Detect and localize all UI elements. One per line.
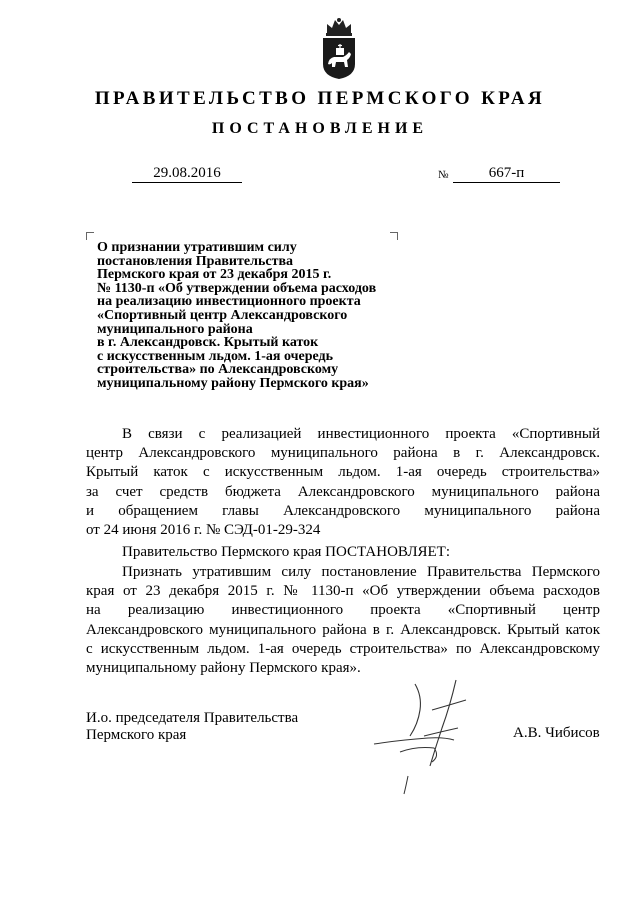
signer-position-line: И.о. председателя Правительства xyxy=(86,710,299,726)
subject-line: в г. Александровск. Крытый каток xyxy=(97,335,319,351)
paragraph-line: Правительство Пермского края ПОСТАНОВЛЯЕТ: xyxy=(122,544,451,560)
paragraph-line: В связи с реализацией инвестиционного проекта «Спортивный xyxy=(122,426,600,442)
subject-line: муниципального района xyxy=(97,321,253,337)
document-date: 29.08.2016 xyxy=(132,164,242,183)
subject-line: с искусственным льдом. 1-ая очередь xyxy=(97,348,334,364)
number-sign: № xyxy=(438,169,449,181)
resolution-statement xyxy=(86,543,600,562)
subject-line: «Спортивный центр Александровского xyxy=(97,307,348,323)
signer-position-line: Пермского края xyxy=(86,727,187,743)
signer-name: А.В. Чибисов xyxy=(513,725,600,741)
subject-line: О признании утратившим силу xyxy=(97,240,297,255)
paragraph-line: Признать утратившим силу постановление Правительства Пермского xyxy=(122,564,600,580)
subject-line: строительства» по Александровскому xyxy=(97,362,339,378)
subject-line: муниципальному району Пермского края» xyxy=(97,375,369,391)
subject-line: на реализацию инвестиционного проекта xyxy=(97,294,361,310)
preamble-paragraph xyxy=(86,425,600,540)
paragraph-line: и обращением главы Александровского муниципального района xyxy=(86,502,600,519)
paragraph-line: на реализацию инвестиционного проекта «Спортивный центр xyxy=(86,602,600,619)
paragraph-line: с искусственным льдом. 1-ая очередь строительства» по Александровскому xyxy=(86,640,600,657)
paragraph-line: Крытый каток с искусственным льдом. 1-ая очередь строительства» xyxy=(86,464,600,481)
subject-line: постановления Правительства xyxy=(97,253,293,269)
signer-position xyxy=(86,710,298,744)
document-subject xyxy=(97,241,417,391)
paragraph-line: за счет средств бюджета Александровского муниципального района xyxy=(86,483,600,500)
subject-corner-right xyxy=(390,232,398,240)
subject-line: № 1130-п «Об утверждении объема расходов xyxy=(97,280,377,296)
paragraph-line: края от 23 декабря 2015 г. № 1130-п «Об утверждении объема расходов xyxy=(86,583,600,600)
organization-title: ПРАВИТЕЛЬСТВО ПЕРМСКОГО КРАЯ xyxy=(94,88,546,109)
paragraph-line: центр Александровского муниципального района в г. Александровск. xyxy=(86,445,600,462)
document-type-title: ПОСТАНОВЛЕНИЕ xyxy=(211,120,429,137)
handwritten-signature xyxy=(370,676,480,796)
paragraph-line: Александровского муниципального района в г. Александровск. Крытый каток xyxy=(86,621,600,638)
resolution-paragraph xyxy=(86,563,600,678)
coat-of-arms-emblem xyxy=(317,14,361,80)
paragraph-line: от 24 июня 2016 г. № СЭД-01-29-324 xyxy=(86,522,321,539)
subject-corner-left xyxy=(86,232,94,240)
document-number: 667-п xyxy=(453,164,560,183)
subject-line: Пермского края от 23 декабря 2015 г. xyxy=(97,267,332,283)
paragraph-line: муниципальному району Пермского края». xyxy=(86,660,361,677)
